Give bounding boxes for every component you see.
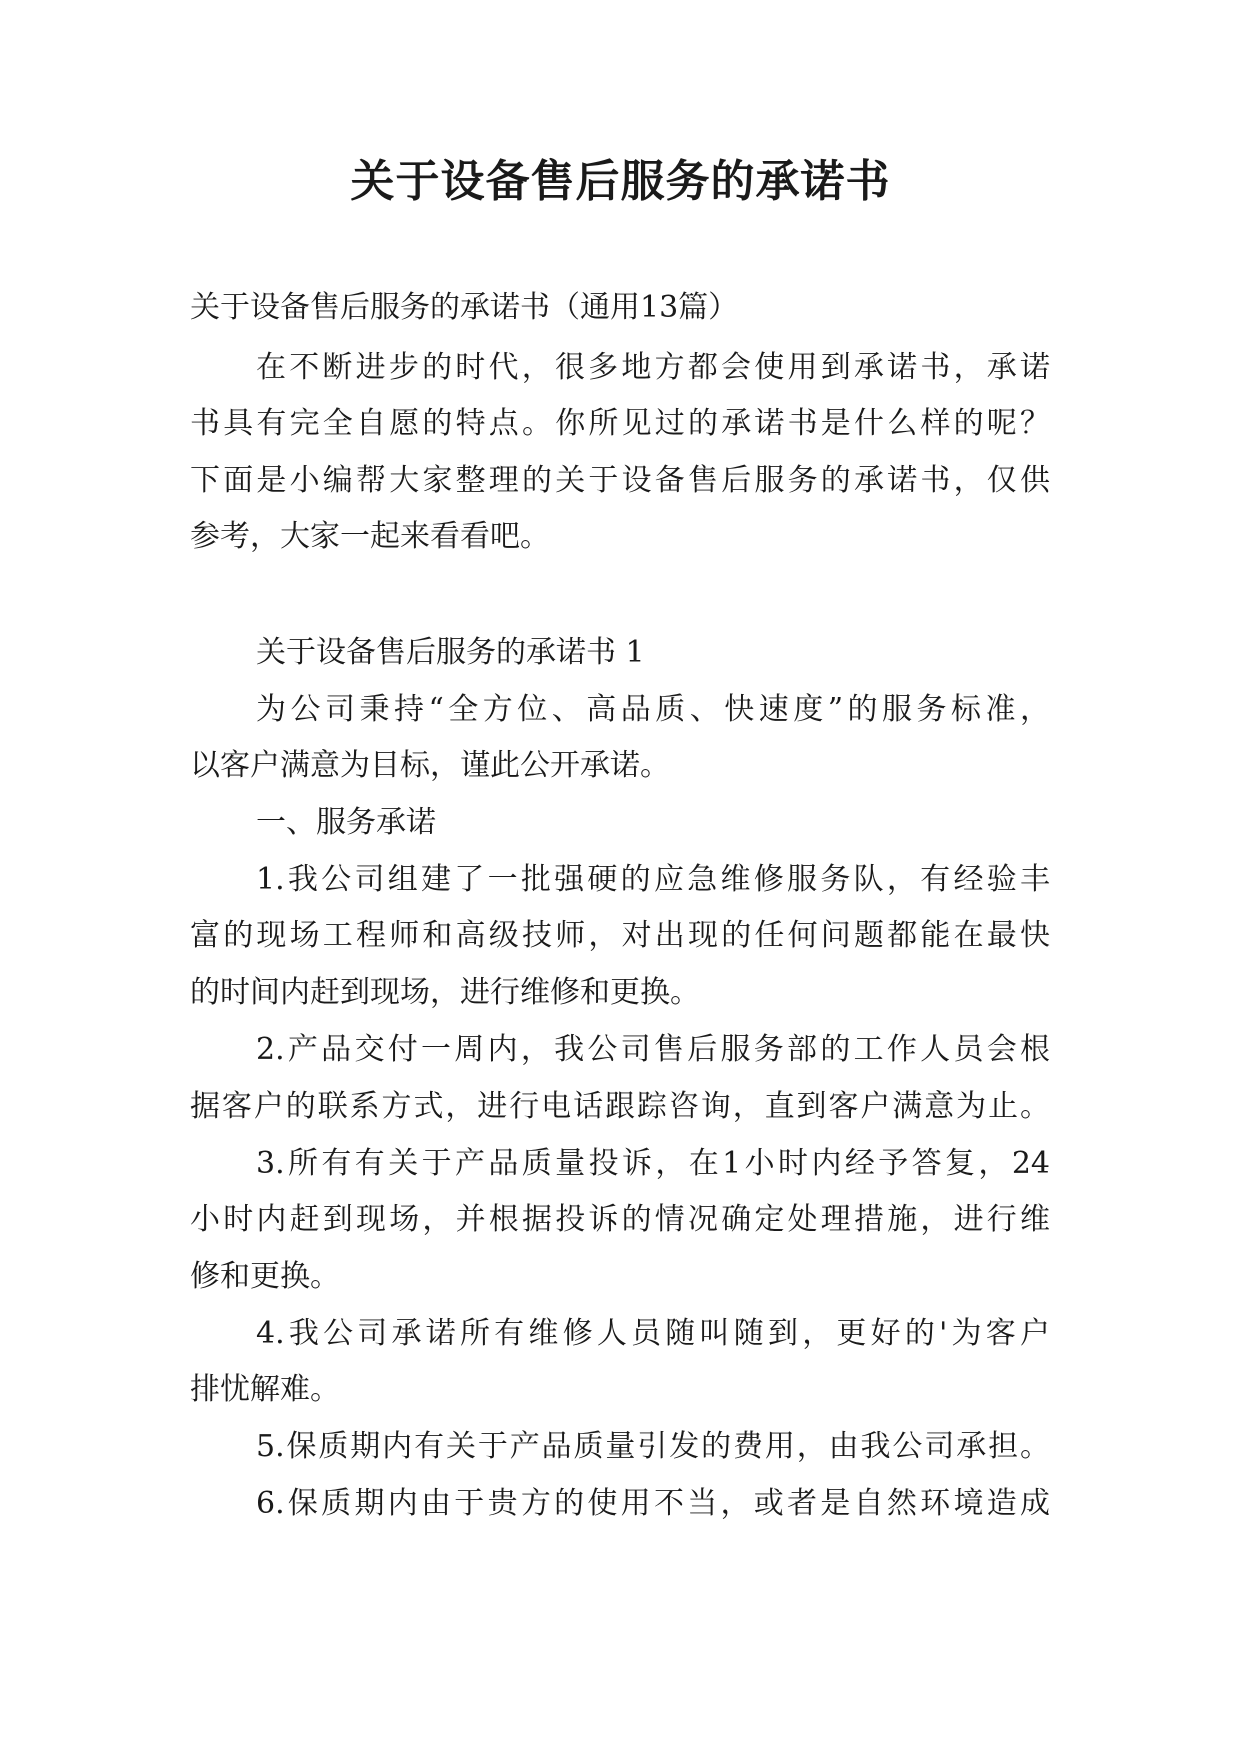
item-line: 小时内赶到现场，并根据投诉的情况确定处理措施，进行维 xyxy=(190,1202,1050,1237)
intro-line: 在不断进步的时代，很多地方都会使用到承诺书，承诺 xyxy=(256,350,1050,385)
part-heading: 一、服务承诺 xyxy=(256,805,436,840)
item-line: 富的现场工程师和高级技师，对出现的任何问题都能在最快 xyxy=(190,918,1050,953)
item-line: 2.产品交付一周内，我公司售后服务部的工作人员会根 xyxy=(256,1032,1050,1067)
section-heading: 关于设备售后服务的承诺书 1 xyxy=(256,635,645,670)
intro-line: 书具有完全自愿的特点。你所见过的承诺书是什么样的呢？ xyxy=(190,406,1050,441)
item-line: 排忧解难。 xyxy=(190,1372,340,1407)
preamble-line: 以客户满意为目标，谨此公开承诺。 xyxy=(190,748,670,783)
intro-line: 参考，大家一起来看看吧。 xyxy=(190,519,550,554)
document-title: 关于设备售后服务的承诺书 xyxy=(350,156,891,207)
item-line: 1.我公司组建了一批强硬的应急维修服务队，有经验丰 xyxy=(256,862,1050,897)
preamble-line: 为公司秉持“全方位、高品质、快速度”的服务标准， xyxy=(256,692,1050,727)
document-subtitle: 关于设备售后服务的承诺书（通用13篇） xyxy=(190,290,739,325)
item-line: 的时间内赶到现场，进行维修和更换。 xyxy=(190,975,700,1010)
item-line: 据客户的联系方式，进行电话跟踪咨询，直到客户满意为止。 xyxy=(190,1089,1050,1124)
item-line: 修和更换。 xyxy=(190,1259,340,1294)
intro-line: 下面是小编帮大家整理的关于设备售后服务的承诺书，仅供 xyxy=(190,463,1050,498)
item-line: 6.保质期内由于贵方的使用不当，或者是自然环境造成 xyxy=(256,1486,1050,1521)
item-line: 4.我公司承诺所有维修人员随叫随到，更好的'为客户 xyxy=(256,1316,1050,1351)
item-line: 3.所有有关于产品质量投诉，在1小时内经予答复，24 xyxy=(256,1146,1050,1181)
item-line: 5.保质期内有关于产品质量引发的费用，由我公司承担。 xyxy=(256,1429,1050,1464)
